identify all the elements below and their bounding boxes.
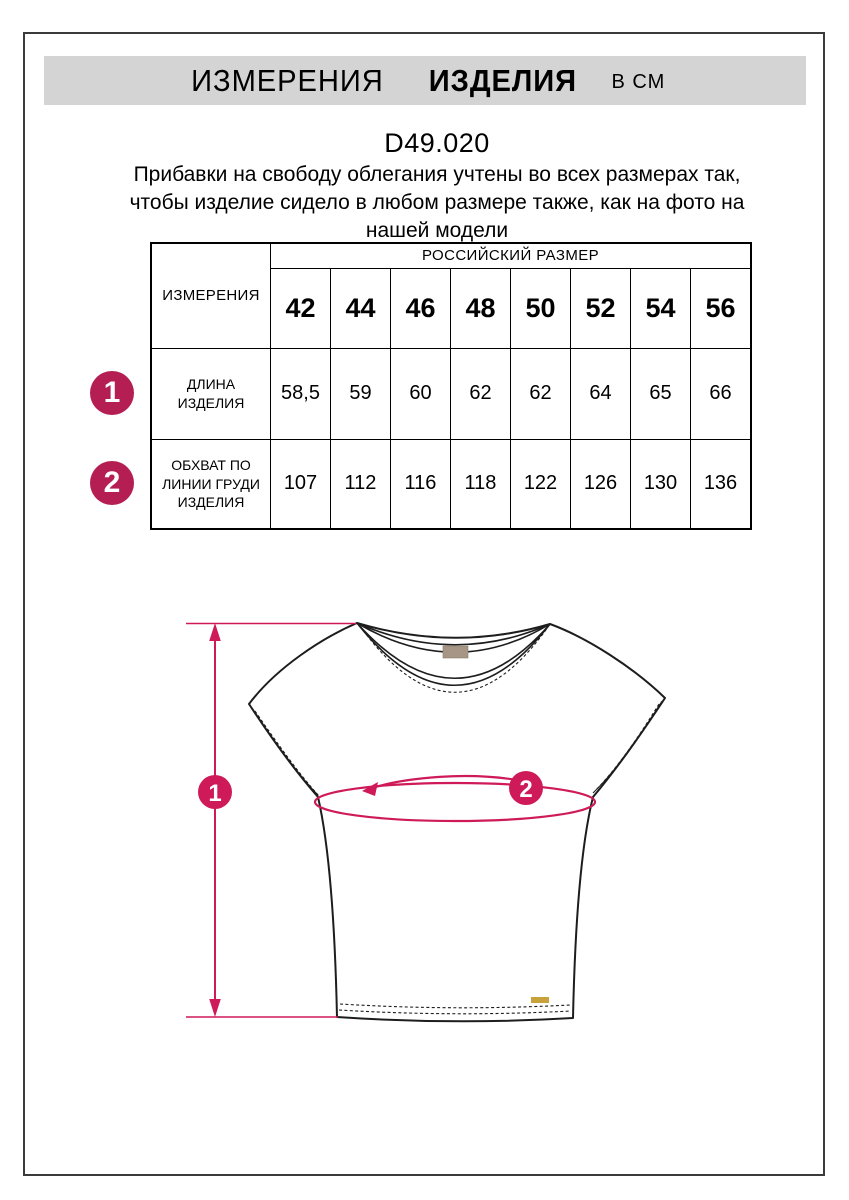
table-row-chest <box>151 439 751 529</box>
chest-value: 136 <box>691 439 752 529</box>
table-group-header: РОССИЙСКИЙ РАЗМЕР <box>271 243 752 268</box>
svg-text:2: 2 <box>519 776 533 803</box>
model-code: D49.020 <box>384 128 490 158</box>
table-row-length <box>151 348 751 439</box>
table-group-row <box>151 243 751 268</box>
chest-value: 118 <box>451 439 511 529</box>
length-value: 64 <box>571 348 631 439</box>
length-arrow-up <box>209 623 221 641</box>
size-header-cell: 46 <box>391 268 451 348</box>
size-header-cell: 54 <box>631 268 691 348</box>
garment-diagram <box>140 585 800 1065</box>
table-corner-cell: ИЗМЕРЕНИЯ <box>151 243 271 348</box>
length-arrow-down <box>209 999 221 1017</box>
size-header-cell: 44 <box>331 268 391 348</box>
header-unit: В СМ <box>611 71 666 93</box>
chest-value: 126 <box>571 439 631 529</box>
chest-value: 112 <box>331 439 391 529</box>
chest-value: 107 <box>271 439 331 529</box>
row-label-length: ДЛИНА ИЗДЕЛИЯ <box>151 348 271 439</box>
size-header-cell: 52 <box>571 268 631 348</box>
chest-value: 116 <box>391 439 451 529</box>
header-title-bold: ИЗДЕЛИЯ <box>428 62 577 98</box>
size-header-cell: 56 <box>691 268 752 348</box>
diagram-marker-1 <box>198 775 232 809</box>
size-header-cell: 42 <box>271 268 331 348</box>
length-value: 62 <box>451 348 511 439</box>
svg-text:1: 1 <box>208 780 222 807</box>
size-header-cell: 50 <box>511 268 571 348</box>
shirt-outline <box>249 623 665 1021</box>
hem-brand-label <box>531 997 549 1003</box>
row-label-chest: ОБХВАТ ПО ЛИНИИ ГРУДИ ИЗДЕЛИЯ <box>151 439 271 529</box>
length-value: 66 <box>691 348 752 439</box>
size-header-cell: 48 <box>451 268 511 348</box>
chest-value: 122 <box>511 439 571 529</box>
header-title: ИЗМЕРЕНИЯ <box>190 62 384 98</box>
length-value: 60 <box>391 348 451 439</box>
diagram-marker-2 <box>509 771 543 805</box>
measure-1-badge: 1 <box>90 371 134 415</box>
measure-2-badge: 2 <box>90 461 134 505</box>
chest-value: 130 <box>631 439 691 529</box>
fit-description: Прибавки на свободу облегания учтены во всех размерах так, чтобы изделие сидело в любом размере также, как на фото на нашей модели <box>129 163 745 243</box>
length-value: 59 <box>331 348 391 439</box>
length-value: 62 <box>511 348 571 439</box>
neck-label <box>443 646 468 658</box>
length-value: 58,5 <box>271 348 331 439</box>
size-table <box>150 242 752 530</box>
length-value: 65 <box>631 348 691 439</box>
header-bar <box>44 56 806 105</box>
